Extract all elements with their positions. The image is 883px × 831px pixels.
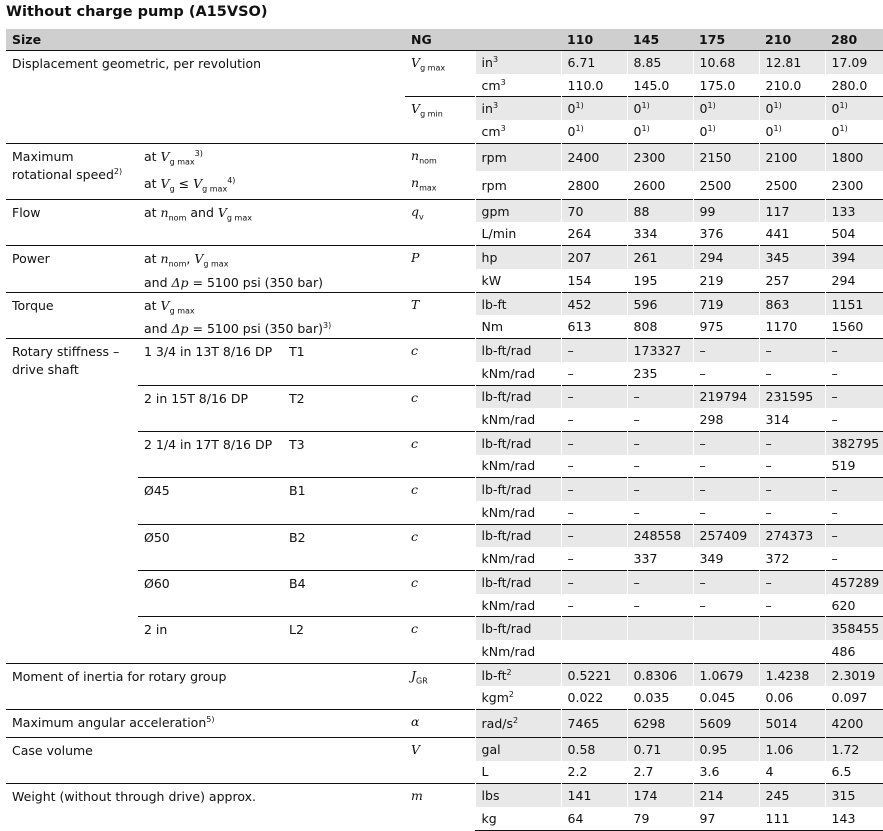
value-cell: 111 bbox=[759, 807, 825, 830]
table-row bbox=[6, 292, 883, 315]
unit-cell: kW bbox=[475, 269, 561, 292]
value-cell: 376 bbox=[693, 222, 759, 245]
unit-cell: kNm/rad bbox=[475, 640, 561, 663]
unit-cell: rpm bbox=[475, 143, 561, 171]
value-cell: 2300 bbox=[627, 143, 693, 171]
value-cell: 214 bbox=[693, 784, 759, 807]
value-cell: 145.0 bbox=[627, 74, 693, 97]
value-cell: 207 bbox=[561, 246, 627, 269]
condition-cell: at $n_{nom}$, $V_{g max}$ and Δp = 5100 psi (350 bar) bbox=[138, 246, 405, 293]
value-cell: – bbox=[561, 339, 627, 362]
value-cell: 248558 bbox=[627, 524, 693, 547]
value-cell: 8.85 bbox=[627, 51, 693, 74]
value-cell: 372 bbox=[759, 547, 825, 570]
value-cell: 133 bbox=[825, 199, 883, 222]
header-row bbox=[6, 29, 883, 51]
unit-cell: lb-ft bbox=[475, 292, 561, 315]
value-cell: 6.71 bbox=[561, 51, 627, 74]
value-cell: 2150 bbox=[693, 143, 759, 171]
value-cell: 294 bbox=[693, 246, 759, 269]
value-cell: 0$^{1)}$ bbox=[759, 97, 825, 120]
value-cell: 235 bbox=[627, 362, 693, 385]
value-cell: – bbox=[825, 408, 883, 431]
flow-label: Flow bbox=[6, 199, 138, 245]
value-cell: 452 bbox=[561, 292, 627, 315]
value-cell: 358455 bbox=[825, 617, 883, 640]
value-cell: 719 bbox=[693, 292, 759, 315]
value-cell: 2300 bbox=[825, 171, 883, 199]
value-cell: 12.81 bbox=[759, 51, 825, 74]
value-cell: 863 bbox=[759, 292, 825, 315]
unit-cell: lb-ft/rad bbox=[475, 571, 561, 594]
value-cell: – bbox=[627, 408, 693, 431]
torque-label: Torque bbox=[6, 292, 138, 339]
table-row bbox=[6, 431, 883, 454]
value-cell: – bbox=[561, 431, 627, 454]
shaft-desc: 2 1/4 in 17T 8/16 DP bbox=[138, 431, 283, 477]
c-symbol: c bbox=[405, 571, 475, 617]
value-cell: 4 bbox=[759, 761, 825, 784]
nnom-symbol: $n_{nom}$ bbox=[405, 143, 475, 171]
value-cell: 110.0 bbox=[561, 74, 627, 97]
value-cell: – bbox=[825, 524, 883, 547]
value-cell: – bbox=[561, 571, 627, 594]
value-cell: 2100 bbox=[759, 143, 825, 171]
value-cell: – bbox=[825, 339, 883, 362]
value-cell: – bbox=[759, 571, 825, 594]
value-cell: 345 bbox=[759, 246, 825, 269]
table-row bbox=[6, 478, 883, 501]
value-cell: 4200 bbox=[825, 710, 883, 738]
inertia-label: Moment of inertia for rotary group bbox=[6, 663, 405, 709]
size-col-210: 210 bbox=[759, 29, 825, 51]
unit-cell: lbs bbox=[475, 784, 561, 807]
power-label: Power bbox=[6, 246, 138, 293]
unit-cell: kNm/rad bbox=[475, 362, 561, 385]
value-cell: 141 bbox=[561, 784, 627, 807]
unit-cell: $in^3$ bbox=[475, 97, 561, 120]
value-cell: – bbox=[627, 385, 693, 408]
v-symbol: V bbox=[405, 737, 475, 783]
ng-header: NG bbox=[405, 29, 561, 51]
qv-symbol: $q_v$ bbox=[405, 199, 475, 245]
table-row bbox=[6, 385, 883, 408]
value-cell: 486 bbox=[825, 640, 883, 663]
value-cell: 117 bbox=[759, 199, 825, 222]
value-cell: 298 bbox=[693, 408, 759, 431]
shaft-desc: Ø45 bbox=[138, 478, 283, 524]
table-title: Without charge pump (A15VSO) bbox=[6, 4, 268, 20]
c-symbol: c bbox=[405, 524, 475, 570]
unit-cell: gpm bbox=[475, 199, 561, 222]
table-row bbox=[6, 710, 883, 738]
value-cell: 315 bbox=[825, 784, 883, 807]
shaft-code: B4 bbox=[283, 571, 405, 617]
c-symbol: c bbox=[405, 431, 475, 477]
table-row bbox=[6, 51, 883, 74]
value-cell: – bbox=[627, 455, 693, 478]
value-cell: 1151 bbox=[825, 292, 883, 315]
value-cell: – bbox=[693, 339, 759, 362]
value-cell: 257409 bbox=[693, 524, 759, 547]
value-cell: 70 bbox=[561, 199, 627, 222]
value-cell: 504 bbox=[825, 222, 883, 245]
value-cell: 88 bbox=[627, 199, 693, 222]
value-cell: 441 bbox=[759, 222, 825, 245]
value-cell: 620 bbox=[825, 594, 883, 617]
value-cell: – bbox=[561, 501, 627, 524]
value-cell: – bbox=[759, 501, 825, 524]
value-cell: – bbox=[693, 478, 759, 501]
unit-cell: kNm/rad bbox=[475, 547, 561, 570]
shaft-desc: 2 in 15T 8/16 DP bbox=[138, 385, 283, 431]
value-cell: 349 bbox=[693, 547, 759, 570]
value-cell: 613 bbox=[561, 315, 627, 338]
value-cell: – bbox=[693, 501, 759, 524]
value-cell: – bbox=[627, 431, 693, 454]
value-cell: 0$^{1)}$ bbox=[693, 97, 759, 120]
value-cell: 0$^{1)}$ bbox=[561, 97, 627, 120]
unit-cell: rad/$s^2$ bbox=[475, 710, 561, 738]
value-cell: 195 bbox=[627, 269, 693, 292]
table-row bbox=[6, 199, 883, 222]
value-cell bbox=[627, 617, 693, 640]
value-cell: 0.022 bbox=[561, 686, 627, 709]
value-cell: 394 bbox=[825, 246, 883, 269]
jgr-symbol: $J_{GR}$ bbox=[405, 663, 475, 709]
value-cell: – bbox=[825, 362, 883, 385]
value-cell: – bbox=[759, 455, 825, 478]
value-cell: 173327 bbox=[627, 339, 693, 362]
c-symbol: c bbox=[405, 385, 475, 431]
table-row bbox=[6, 339, 883, 362]
value-cell: 1.0679 bbox=[693, 663, 759, 686]
unit-cell: kNm/rad bbox=[475, 501, 561, 524]
acceleration-label: Maximum angular acceleration$^{5)}$ bbox=[6, 710, 405, 738]
value-cell: – bbox=[693, 455, 759, 478]
value-cell: 0.5221 bbox=[561, 663, 627, 686]
value-cell: 0$^{1)}$ bbox=[825, 97, 883, 120]
t-symbol: T bbox=[405, 292, 475, 339]
value-cell: 2500 bbox=[693, 171, 759, 199]
value-cell: 3.6 bbox=[693, 761, 759, 784]
condition-cell: at $V_{g max}^{3)}$ bbox=[138, 143, 405, 171]
value-cell: 337 bbox=[627, 547, 693, 570]
value-cell: – bbox=[759, 339, 825, 362]
value-cell: 1.4238 bbox=[759, 663, 825, 686]
value-cell bbox=[759, 617, 825, 640]
value-cell: 0.097 bbox=[825, 686, 883, 709]
table-row bbox=[6, 617, 883, 640]
unit-cell: $cm^3$ bbox=[475, 74, 561, 97]
unit-cell: lb-ft/rad bbox=[475, 385, 561, 408]
value-cell: 5014 bbox=[759, 710, 825, 738]
value-cell: – bbox=[561, 524, 627, 547]
value-cell: 79 bbox=[627, 807, 693, 830]
value-cell: – bbox=[627, 501, 693, 524]
value-cell: – bbox=[759, 431, 825, 454]
value-cell: 97 bbox=[693, 807, 759, 830]
value-cell: 0.8306 bbox=[627, 663, 693, 686]
value-cell: 2.3019 bbox=[825, 663, 883, 686]
value-cell: – bbox=[825, 501, 883, 524]
value-cell: 334 bbox=[627, 222, 693, 245]
condition-cell: at $n_{nom}$ and $V_{g max}$ bbox=[138, 199, 405, 245]
value-cell: 231595 bbox=[759, 385, 825, 408]
c-symbol: c bbox=[405, 478, 475, 524]
value-cell: 64 bbox=[561, 807, 627, 830]
value-cell: – bbox=[627, 571, 693, 594]
value-cell: 1800 bbox=[825, 143, 883, 171]
value-cell: 17.09 bbox=[825, 51, 883, 74]
table-row bbox=[6, 571, 883, 594]
value-cell: 0.06 bbox=[759, 686, 825, 709]
value-cell: 0.71 bbox=[627, 737, 693, 760]
value-cell: 1.06 bbox=[759, 737, 825, 760]
shaft-code: T1 bbox=[283, 339, 405, 385]
shaft-desc: 1 3/4 in 13T 8/16 DP bbox=[138, 339, 283, 385]
value-cell: – bbox=[693, 362, 759, 385]
value-cell: – bbox=[759, 478, 825, 501]
value-cell: 245 bbox=[759, 784, 825, 807]
value-cell: 274373 bbox=[759, 524, 825, 547]
value-cell: – bbox=[561, 594, 627, 617]
size-col-175: 175 bbox=[693, 29, 759, 51]
value-cell: 0$^{1)}$ bbox=[825, 120, 883, 143]
size-col-280: 280 bbox=[825, 29, 883, 51]
unit-cell: kNm/rad bbox=[475, 408, 561, 431]
unit-cell: $lb-ft^2$ bbox=[475, 663, 561, 686]
value-cell: 6298 bbox=[627, 710, 693, 738]
value-cell: 6.5 bbox=[825, 761, 883, 784]
value-cell: 2.2 bbox=[561, 761, 627, 784]
size-header: Size bbox=[6, 29, 405, 51]
unit-cell: gal bbox=[475, 737, 561, 760]
value-cell: 519 bbox=[825, 455, 883, 478]
unit-cell: L bbox=[475, 761, 561, 784]
value-cell: – bbox=[561, 385, 627, 408]
unit-cell: kg bbox=[475, 807, 561, 830]
table-row bbox=[6, 171, 883, 199]
value-cell bbox=[759, 640, 825, 663]
condition-cell: at $V_g \le V_{g max}^{4)}$ bbox=[144, 176, 236, 194]
stiffness-label: Rotary stiffness – drive shaft bbox=[6, 339, 138, 664]
shaft-desc: Ø50 bbox=[138, 524, 283, 570]
shaft-code: B1 bbox=[283, 478, 405, 524]
shaft-code: B2 bbox=[283, 524, 405, 570]
value-cell bbox=[693, 617, 759, 640]
unit-cell: lb-ft/rad bbox=[475, 478, 561, 501]
alpha-symbol: α bbox=[405, 710, 475, 738]
table-row bbox=[6, 143, 883, 171]
unit-cell: kgm$^2$ bbox=[475, 686, 561, 709]
unit-cell: hp bbox=[475, 246, 561, 269]
weight-label: Weight (without through drive) approx. bbox=[6, 784, 405, 830]
value-cell: – bbox=[627, 594, 693, 617]
m-symbol: m bbox=[405, 784, 475, 830]
table-row bbox=[6, 524, 883, 547]
value-cell: 264 bbox=[561, 222, 627, 245]
value-cell: – bbox=[693, 571, 759, 594]
table-row bbox=[6, 737, 883, 760]
unit-cell: Nm bbox=[475, 315, 561, 338]
p-symbol: P bbox=[405, 246, 475, 293]
value-cell: 0.95 bbox=[693, 737, 759, 760]
value-cell: – bbox=[825, 478, 883, 501]
value-cell: 280.0 bbox=[825, 74, 883, 97]
value-cell: 0$^{1)}$ bbox=[561, 120, 627, 143]
value-cell: 975 bbox=[693, 315, 759, 338]
value-cell: 10.68 bbox=[693, 51, 759, 74]
unit-cell: L/min bbox=[475, 222, 561, 245]
value-cell: 154 bbox=[561, 269, 627, 292]
shaft-code: T2 bbox=[283, 385, 405, 431]
value-cell: 174 bbox=[627, 784, 693, 807]
shaft-code: T3 bbox=[283, 431, 405, 477]
value-cell: 1170 bbox=[759, 315, 825, 338]
value-cell: 0.045 bbox=[693, 686, 759, 709]
shaft-code: L2 bbox=[283, 617, 405, 663]
value-cell: – bbox=[759, 362, 825, 385]
unit-cell: kNm/rad bbox=[475, 455, 561, 478]
value-cell: 294 bbox=[825, 269, 883, 292]
case-volume-label: Case volume bbox=[6, 737, 405, 783]
value-cell: 7465 bbox=[561, 710, 627, 738]
size-col-145: 145 bbox=[627, 29, 693, 51]
value-cell: – bbox=[561, 547, 627, 570]
value-cell: 2600 bbox=[627, 171, 693, 199]
value-cell: – bbox=[627, 478, 693, 501]
value-cell: 257 bbox=[759, 269, 825, 292]
vgmin-symbol: $V_{g min}$ bbox=[405, 97, 475, 143]
value-cell: 596 bbox=[627, 292, 693, 315]
value-cell: – bbox=[825, 385, 883, 408]
unit-cell: $in^3$ bbox=[475, 51, 561, 74]
value-cell: 0$^{1)}$ bbox=[627, 97, 693, 120]
vgmax-symbol: $V_{g max}$ bbox=[405, 51, 475, 97]
speed-label: Maximum rotational speed$^{2)}$ bbox=[6, 143, 138, 199]
unit-cell: lb-ft/rad bbox=[475, 339, 561, 362]
table-row bbox=[6, 663, 883, 686]
value-cell: – bbox=[759, 594, 825, 617]
unit-cell: lb-ft/rad bbox=[475, 431, 561, 454]
value-cell: 261 bbox=[627, 246, 693, 269]
value-cell: – bbox=[561, 478, 627, 501]
value-cell: 2500 bbox=[759, 171, 825, 199]
value-cell: 0$^{1)}$ bbox=[693, 120, 759, 143]
value-cell bbox=[561, 617, 627, 640]
value-cell: 0.58 bbox=[561, 737, 627, 760]
c-symbol: c bbox=[405, 339, 475, 385]
value-cell: 314 bbox=[759, 408, 825, 431]
unit-cell: kNm/rad bbox=[475, 594, 561, 617]
value-cell: 2400 bbox=[561, 143, 627, 171]
value-cell: 210.0 bbox=[759, 74, 825, 97]
value-cell bbox=[693, 640, 759, 663]
value-cell: – bbox=[561, 362, 627, 385]
value-cell: 99 bbox=[693, 199, 759, 222]
value-cell: – bbox=[693, 594, 759, 617]
table-row bbox=[6, 784, 883, 807]
value-cell: 0.035 bbox=[627, 686, 693, 709]
value-cell bbox=[627, 640, 693, 663]
value-cell: – bbox=[693, 431, 759, 454]
table-row bbox=[6, 246, 883, 269]
value-cell: 0$^{1)}$ bbox=[627, 120, 693, 143]
unit-cell: lb-ft/rad bbox=[475, 524, 561, 547]
size-col-110: 110 bbox=[561, 29, 627, 51]
value-cell: 2800 bbox=[561, 171, 627, 199]
value-cell: – bbox=[561, 408, 627, 431]
specification-table bbox=[6, 29, 883, 831]
value-cell: 5609 bbox=[693, 710, 759, 738]
shaft-desc: 2 in bbox=[138, 617, 283, 663]
unit-cell: $cm^3$ bbox=[475, 120, 561, 143]
unit-cell: lb-ft/rad bbox=[475, 617, 561, 640]
value-cell: 1560 bbox=[825, 315, 883, 338]
shaft-desc: Ø60 bbox=[138, 571, 283, 617]
value-cell: – bbox=[825, 547, 883, 570]
value-cell: 0$^{1)}$ bbox=[759, 120, 825, 143]
displacement-label: Displacement geometric, per revolution bbox=[6, 51, 405, 144]
value-cell: 219794 bbox=[693, 385, 759, 408]
value-cell: 382795 bbox=[825, 431, 883, 454]
value-cell: 2.7 bbox=[627, 761, 693, 784]
value-cell: 175.0 bbox=[693, 74, 759, 97]
unit-cell: rpm bbox=[475, 171, 561, 199]
value-cell bbox=[561, 640, 627, 663]
nmax-symbol: $n_{max}$ bbox=[411, 175, 437, 193]
c-symbol: c bbox=[405, 617, 475, 663]
value-cell: – bbox=[561, 455, 627, 478]
condition-cell: at $V_{g max}$ and Δp = 5100 psi (350 bar)$^{3)}$ bbox=[138, 292, 405, 339]
value-cell: 1.72 bbox=[825, 737, 883, 760]
value-cell: 457289 bbox=[825, 571, 883, 594]
value-cell: 143 bbox=[825, 807, 883, 830]
value-cell: 808 bbox=[627, 315, 693, 338]
value-cell: 219 bbox=[693, 269, 759, 292]
